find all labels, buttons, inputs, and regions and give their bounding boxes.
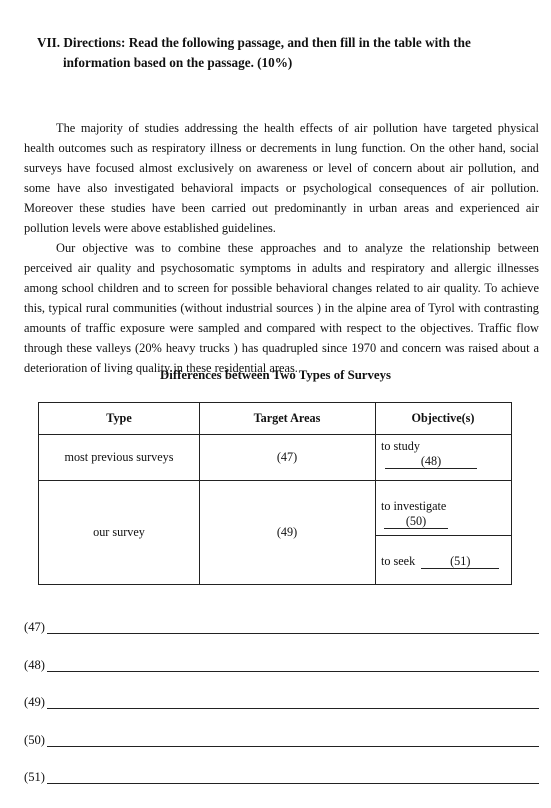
row2-objective-2	[381, 554, 499, 569]
answer-label: (50)	[24, 732, 45, 747]
answer-label: (48)	[24, 657, 45, 672]
answer-lines	[24, 620, 539, 808]
reading-passage	[24, 118, 539, 378]
answer-line[interactable]	[47, 708, 539, 709]
blank-51: (51)	[421, 555, 499, 569]
table-title: Differences between Two Types of Surveys	[160, 368, 391, 382]
survey-comparison-table	[38, 402, 512, 585]
answer-label: (51)	[24, 770, 45, 784]
row1-objective-prefix: to study	[381, 439, 420, 453]
row2-target-blank: (49)	[276, 524, 298, 539]
row2-objective-2-prefix: to seek	[381, 554, 416, 568]
answer-row-51	[24, 770, 539, 808]
answer-label: (47)	[24, 620, 45, 634]
row2-objective-1	[381, 499, 511, 529]
answer-row-48	[24, 658, 539, 696]
passage-paragraph-1: The majority of studies addressing the health effects of air pollution have targeted physical health outcomes such as respiratory illness or decrements in lung function. On the other hand, social surveys have focused almost exclusively on awareness or level of concern about air pollution, and some have also investigated behavioral impacts or psychological consequences of air pollution. Moreover these studies have been carried out predominantly in urban areas and experienced air pollution levels were above established guidelines.	[24, 121, 539, 235]
table-divider	[375, 535, 511, 536]
blank-48: (48)	[385, 455, 477, 469]
heading-line-2: information based on the passage. (10%)	[63, 55, 293, 70]
heading-line-1: VII. Directions: Read the following passage, and then fill in the table with the	[37, 35, 471, 50]
row1-target-blank: (47)	[276, 449, 298, 464]
answer-line[interactable]	[47, 746, 539, 747]
header-type: Type	[106, 411, 132, 425]
passage-paragraph-2: Our objective was to combine these approaches and to analyze the relationship between perceived air quality and psychosomatic symptoms in adults and respiratory and allergic illnesses among school children and to screen for possible behavioral changes related to air quality. To achieve this, typical rural communities (without industrial sources ) in the alpine area of Tyrol with contrasting amounts of traffic exposure were sampled and compared with respect to the objectives. Traffic flow through these valleys (20% heavy trucks ) has quadrupled since 1970 and concern was raised about a deterioration of living quality in these residential areas.	[24, 241, 539, 375]
answer-label: (49)	[24, 695, 45, 709]
answer-row-50	[24, 733, 539, 771]
answer-row-47	[24, 620, 539, 658]
row1-objective	[381, 439, 511, 469]
section-heading	[37, 33, 532, 73]
header-objectives: Objective(s)	[411, 411, 475, 425]
row2-type: our survey	[93, 524, 145, 539]
row1-type: most previous surveys	[64, 449, 174, 464]
row2-objective-1-prefix: to investigate	[381, 499, 447, 513]
answer-line[interactable]	[47, 671, 539, 672]
answer-line[interactable]	[47, 633, 539, 634]
blank-50: (50)	[384, 515, 448, 529]
answer-row-49	[24, 695, 539, 733]
header-target-areas: Target Areas	[253, 411, 321, 425]
answer-line[interactable]	[47, 783, 539, 784]
